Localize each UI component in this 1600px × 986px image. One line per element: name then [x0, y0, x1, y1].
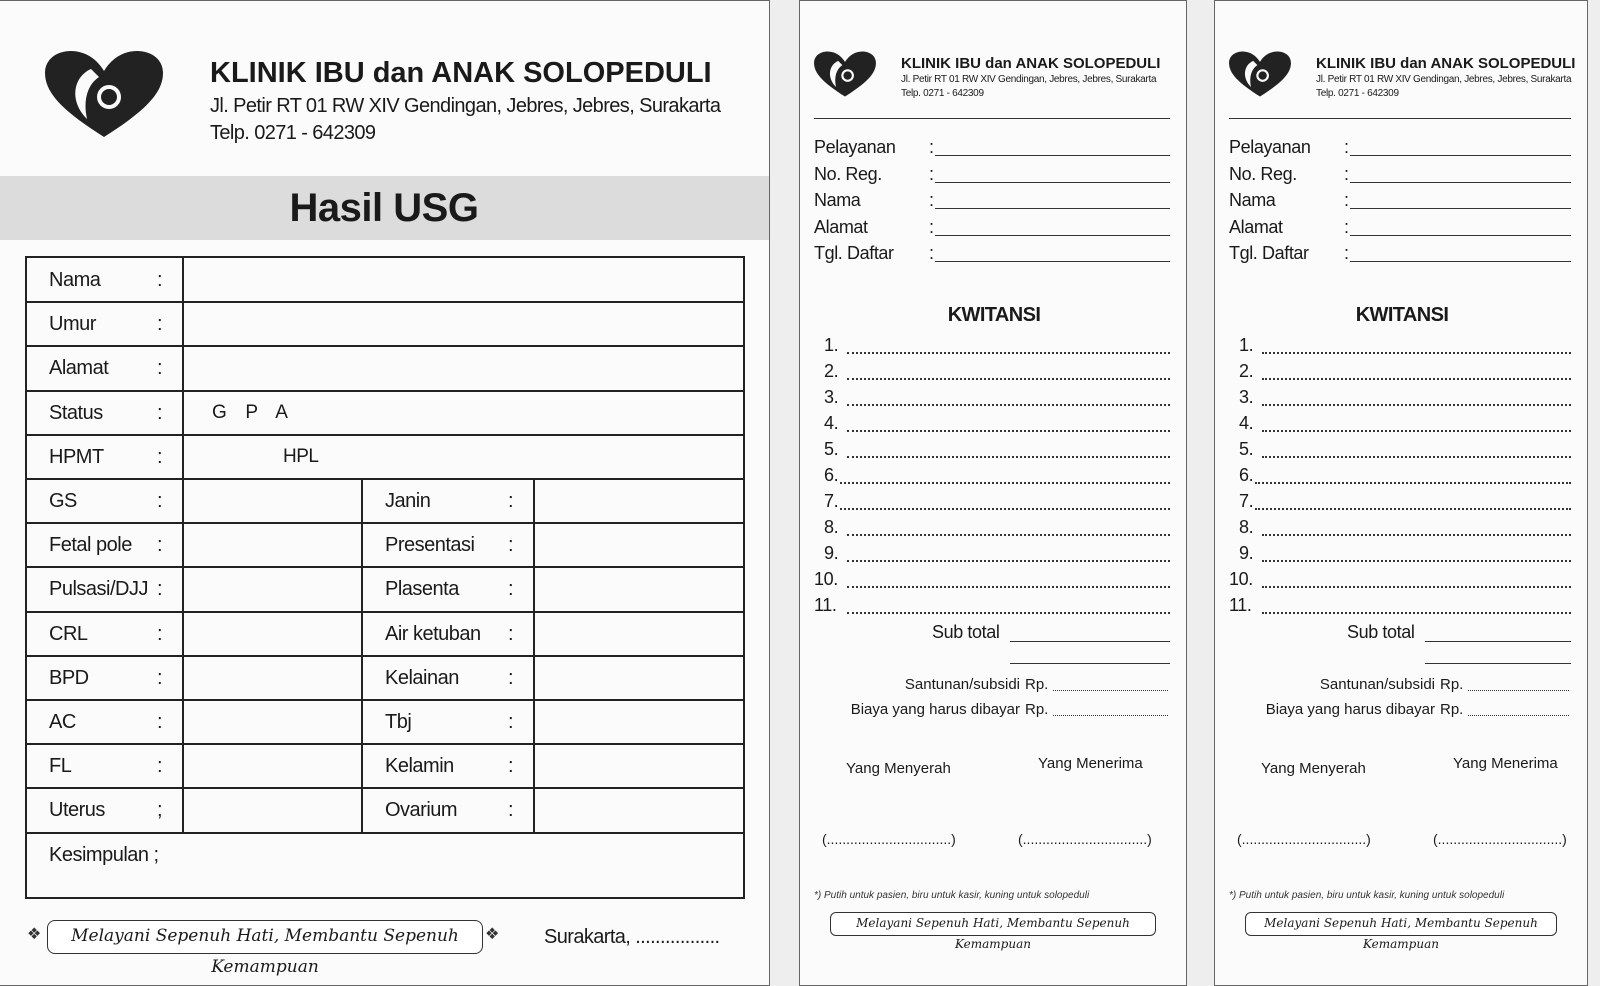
item-number: 11. [814, 595, 837, 615]
item-number: 9. [824, 543, 839, 563]
item-line[interactable] [847, 560, 1170, 562]
row-separator: : [508, 490, 514, 512]
ornament-left-icon: ❖ [27, 926, 42, 943]
row-input[interactable] [185, 792, 360, 828]
item-line[interactable] [847, 352, 1170, 354]
receiver-label: Yang Menerima [1038, 755, 1143, 772]
row-label: BPD [49, 666, 89, 689]
field-input-line[interactable] [935, 182, 1170, 183]
tagline: Melayani Sepenuh Hati, Membantu Sepenuh Kemampuan [1245, 912, 1557, 936]
currency: Rp. [1440, 701, 1464, 718]
row-label: Fetal pole [49, 534, 132, 557]
item-line[interactable] [1262, 586, 1571, 588]
item-number: 10. [1229, 569, 1253, 589]
subsidy-line[interactable] [1468, 690, 1569, 691]
row-separator: : [157, 269, 163, 291]
row-separator: : [157, 755, 163, 778]
clinic-logo-heart-icon [813, 50, 877, 98]
currency: Rp. [1440, 676, 1464, 693]
currency: Rp. [1025, 701, 1049, 718]
row-input[interactable] [537, 748, 737, 784]
item-line[interactable] [1262, 456, 1571, 458]
item-line[interactable] [847, 534, 1170, 536]
row-input[interactable] [185, 571, 360, 607]
subsidy-line[interactable] [1053, 690, 1168, 691]
field-label: Alamat [814, 216, 868, 237]
form-title: Hasil USG [0, 176, 769, 240]
item-number: 11. [1229, 595, 1252, 615]
row-input[interactable] [185, 306, 740, 342]
row-input[interactable] [537, 483, 737, 519]
field-label: Pelayanan [1229, 137, 1311, 157]
ornament-right-icon: ❖ [485, 926, 500, 943]
receiver-label: Yang Menerima [1453, 755, 1558, 772]
row-separator: : [508, 578, 514, 601]
row-divider [27, 390, 743, 392]
item-number: 3. [1239, 387, 1254, 407]
receipt-copy-1 [799, 0, 1187, 986]
item-number: 4. [1239, 413, 1254, 433]
item-line[interactable] [847, 612, 1170, 614]
item-line[interactable] [847, 456, 1170, 458]
item-number: 6. [824, 465, 839, 485]
item-line[interactable] [847, 378, 1170, 380]
header-divider [814, 118, 1170, 119]
field-separator: : [929, 216, 934, 237]
item-number: 2. [1239, 361, 1254, 381]
to-pay-label: Biaya yang harus dibayar [850, 701, 1020, 718]
item-line[interactable] [1262, 404, 1571, 406]
field-separator: : [929, 163, 934, 184]
row-separator: : [157, 578, 163, 601]
to-pay-line[interactable] [1468, 715, 1569, 716]
subtotal-line[interactable] [1425, 641, 1571, 642]
field-separator: : [1344, 137, 1349, 157]
field-input-line[interactable] [935, 155, 1170, 156]
place-date: Surakarta, ................. [544, 926, 720, 948]
item-number: 1. [1239, 335, 1254, 355]
item-line[interactable] [847, 404, 1170, 406]
subtotal-label: Sub total [932, 622, 1000, 642]
item-number: 7. [1239, 491, 1254, 511]
row-divider [27, 434, 743, 436]
field-label: Nama [1229, 190, 1276, 210]
item-number: 1. [824, 335, 839, 355]
usg-result-form [0, 0, 770, 986]
field-separator: : [929, 243, 934, 263]
giver-signature[interactable]: (................................) [822, 831, 956, 847]
row-separator: : [157, 666, 163, 689]
giver-label: Yang Menyerah [846, 760, 951, 777]
row-input[interactable] [537, 704, 737, 740]
row-label: Plasenta [385, 578, 459, 601]
currency: Rp. [1025, 676, 1049, 693]
row-value: HPL [283, 445, 319, 467]
field-separator: : [1344, 216, 1349, 237]
row-input[interactable] [537, 792, 737, 828]
row-separator: : [508, 622, 514, 645]
field-separator: : [929, 190, 934, 210]
row-separator: : [157, 357, 163, 380]
row-separator: : [508, 755, 514, 778]
field-label: Alamat [1229, 216, 1283, 237]
row-separator: : [157, 445, 163, 468]
row-separator: : [157, 490, 163, 512]
clinic-logo-heart-icon [43, 49, 165, 139]
column-divider [361, 479, 363, 833]
row-separator: : [157, 401, 163, 424]
row-label: CRL [49, 622, 88, 645]
item-line[interactable] [1255, 508, 1571, 510]
row-label: AC [49, 711, 76, 733]
row-label: Janin [385, 490, 431, 512]
copy-note: *) Putih untuk pasien, biru untuk kasir, kuning untuk solopeduli [1229, 890, 1505, 901]
item-number: 8. [1239, 517, 1254, 537]
row-separator: : [508, 711, 514, 733]
field-label: Tgl. Daftar [1229, 243, 1309, 263]
item-number: 4. [824, 413, 839, 433]
clinic-phone: Telp. 0271 - 642309 [901, 88, 984, 99]
field-label: Tgl. Daftar [814, 243, 894, 263]
row-separator: : [508, 799, 514, 822]
field-input-line[interactable] [1350, 155, 1571, 156]
to-pay-line[interactable] [1053, 715, 1168, 716]
receiver-signature[interactable]: (................................) [1018, 831, 1152, 847]
usg-table [25, 256, 745, 899]
field-separator: : [1344, 163, 1349, 184]
row-label: Tbj [385, 711, 412, 733]
clinic-name: KLINIK IBU dan ANAK SOLOPEDULI [210, 57, 712, 89]
item-line[interactable] [1255, 482, 1571, 484]
field-input-line[interactable] [935, 208, 1170, 209]
row-input[interactable] [185, 483, 360, 519]
clinic-address: Jl. Petir RT 01 RW XIV Gendingan, Jebres, Jebres, Surakarta [210, 95, 721, 117]
field-label: Nama [814, 190, 861, 210]
row-input[interactable] [185, 527, 360, 563]
row-separator: ; [157, 799, 163, 822]
column-divider [182, 258, 184, 833]
item-number: 6. [1239, 465, 1254, 485]
row-input[interactable] [537, 571, 737, 607]
item-line[interactable] [1262, 612, 1571, 614]
row-label: HPMT [49, 445, 104, 468]
total-line[interactable] [1010, 663, 1170, 664]
item-line[interactable] [840, 508, 1170, 510]
row-label: Alamat [49, 357, 109, 380]
item-line[interactable] [1262, 378, 1571, 380]
clinic-address: Jl. Petir RT 01 RW XIV Gendingan, Jebres, Jebres, Surakarta [1316, 74, 1572, 85]
clinic-phone: Telp. 0271 - 642309 [1316, 88, 1399, 99]
row-input[interactable] [185, 704, 360, 740]
clinic-name: KLINIK IBU dan ANAK SOLOPEDULI [901, 55, 1161, 72]
field-separator: : [1344, 243, 1349, 263]
row-label: Presentasi [385, 534, 475, 557]
row-input[interactable] [537, 616, 737, 652]
subtotal-line[interactable] [1010, 641, 1170, 642]
item-line[interactable] [847, 586, 1170, 588]
copy-note: *) Putih untuk pasien, biru untuk kasir, kuning untuk solopeduli [814, 890, 1090, 901]
field-input-line[interactable] [1350, 208, 1571, 209]
row-separator: : [508, 534, 514, 557]
field-separator: : [1344, 190, 1349, 210]
total-line[interactable] [1425, 663, 1571, 664]
conclusion-label: Kesimpulan ; [49, 843, 159, 866]
subtotal-label: Sub total [1347, 622, 1415, 642]
row-label: Umur [49, 313, 96, 336]
field-input-line[interactable] [1350, 261, 1571, 262]
receipt-title: KWITANSI [947, 304, 1041, 326]
field-input-line[interactable] [1350, 235, 1571, 236]
receipt-title: KWITANSI [1355, 304, 1449, 326]
row-label: Uterus [49, 799, 105, 822]
row-label: Kelamin [385, 755, 454, 778]
item-line[interactable] [1262, 560, 1571, 562]
giver-label: Yang Menyerah [1261, 760, 1366, 777]
receiver-signature[interactable]: (................................) [1433, 831, 1567, 847]
item-number: 5. [824, 439, 839, 459]
item-line[interactable] [840, 482, 1170, 484]
field-input-line[interactable] [935, 235, 1170, 236]
row-input[interactable] [185, 660, 360, 696]
field-input-line[interactable] [1350, 182, 1571, 183]
row-input[interactable] [537, 660, 737, 696]
item-number: 2. [824, 361, 839, 381]
row-input[interactable] [185, 262, 740, 298]
row-label: Pulsasi/DJJ [49, 578, 148, 601]
clinic-phone: Telp. 0271 - 642309 [210, 122, 376, 144]
row-label: Status [49, 401, 103, 424]
field-label: No. Reg. [1229, 163, 1297, 184]
row-separator: : [157, 711, 163, 733]
field-label: Pelayanan [814, 137, 896, 157]
row-input[interactable] [537, 527, 737, 563]
header-divider [1229, 118, 1571, 119]
item-number: 10. [814, 569, 838, 589]
subsidy-label: Santunan/subsidi [1319, 676, 1435, 693]
row-separator: : [157, 622, 163, 645]
clinic-name: KLINIK IBU dan ANAK SOLOPEDULI [1316, 55, 1576, 72]
column-divider [533, 479, 535, 833]
item-number: 7. [824, 491, 839, 511]
row-label: FL [49, 755, 72, 778]
row-label: GS [49, 490, 77, 512]
row-divider [27, 301, 743, 303]
row-label: Ovarium [385, 799, 458, 822]
item-line[interactable] [1262, 534, 1571, 536]
receipt-copy-2 [1214, 0, 1588, 986]
field-separator: : [929, 137, 934, 157]
clinic-logo-heart-icon [1228, 50, 1292, 98]
field-label: No. Reg. [814, 163, 882, 184]
field-input-line[interactable] [935, 261, 1170, 262]
row-separator: : [508, 666, 514, 689]
giver-signature[interactable]: (................................) [1237, 831, 1371, 847]
row-input[interactable] [185, 748, 360, 784]
item-number: 8. [824, 517, 839, 537]
row-label: Kelainan [385, 666, 459, 689]
row-separator: : [157, 313, 163, 336]
row-value: G P A [212, 401, 288, 423]
row-input[interactable] [185, 350, 740, 386]
row-separator: : [157, 534, 163, 557]
tagline: Melayani Sepenuh Hati, Membantu Sepenuh Kemampuan [47, 920, 483, 954]
item-line[interactable] [847, 430, 1170, 432]
item-line[interactable] [1262, 352, 1571, 354]
item-line[interactable] [1262, 430, 1571, 432]
clinic-address: Jl. Petir RT 01 RW XIV Gendingan, Jebres, Jebres, Surakarta [901, 74, 1157, 85]
row-label: Air ketuban [385, 622, 481, 645]
item-number: 5. [1239, 439, 1254, 459]
item-number: 9. [1239, 543, 1254, 563]
row-input[interactable] [185, 616, 360, 652]
item-number: 3. [824, 387, 839, 407]
to-pay-label: Biaya yang harus dibayar [1265, 701, 1435, 718]
tagline: Melayani Sepenuh Hati, Membantu Sepenuh Kemampuan [830, 912, 1156, 936]
row-divider [27, 345, 743, 347]
subsidy-label: Santunan/subsidi [904, 676, 1020, 693]
row-label: Nama [49, 269, 101, 291]
